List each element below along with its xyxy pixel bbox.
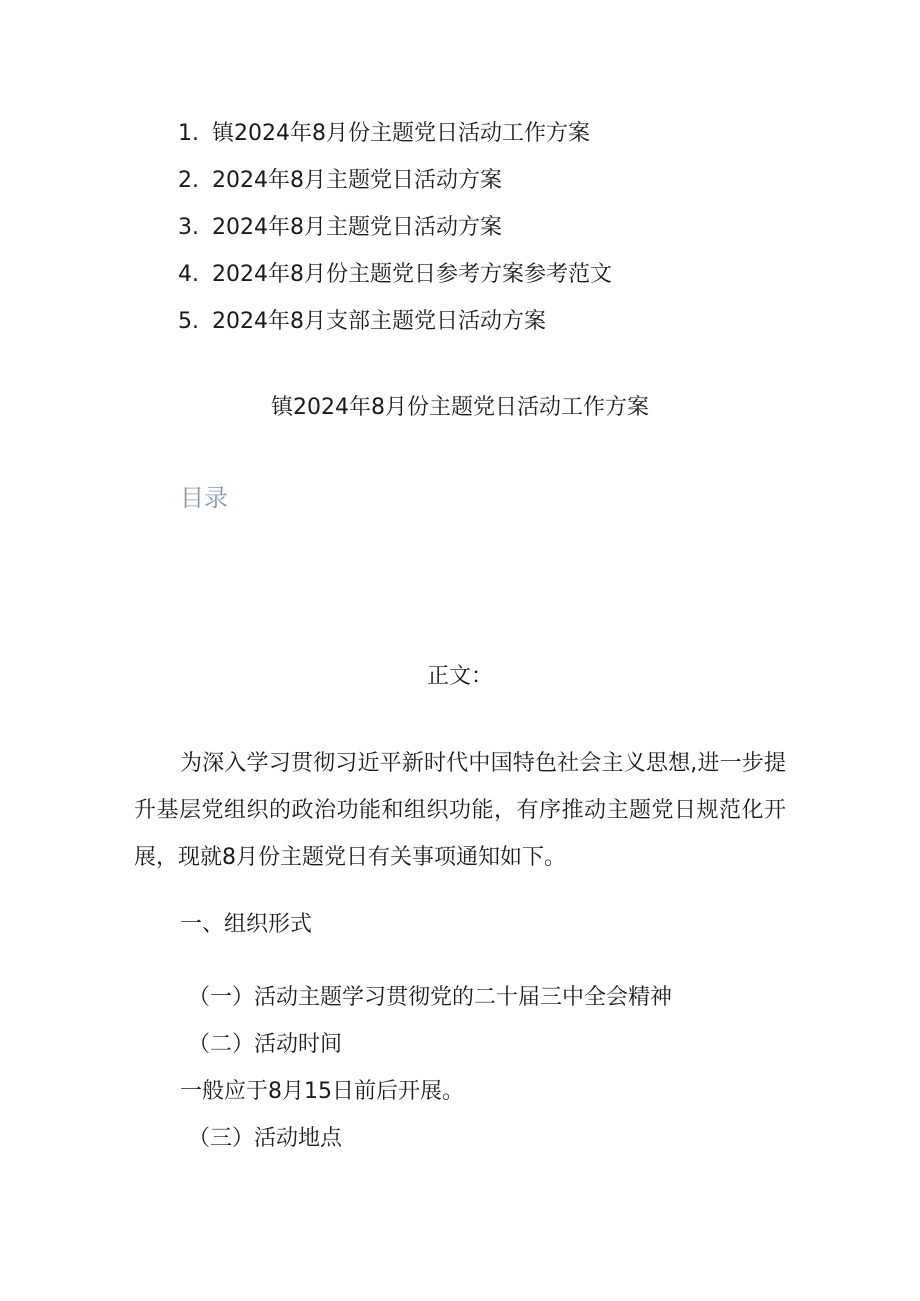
time-text: 一般应于8月15日前后开展。 bbox=[180, 1079, 464, 1104]
subsection-theme: （一）活动主题学习贯彻党的二十届三中全会精神 bbox=[188, 985, 673, 1010]
toc-list bbox=[178, 116, 612, 351]
document-title: 镇2024年8月份主题党日活动工作方案 bbox=[271, 395, 649, 420]
toc-item-number: 1. bbox=[178, 121, 199, 146]
toc-item-label: 2024年8月主题党日活动方案 bbox=[212, 215, 502, 240]
subsection-location: （三）活动地点 bbox=[188, 1126, 343, 1151]
body-heading: 正文： bbox=[426, 664, 493, 689]
toc-item-label: 镇2024年8月份主题党日活动工作方案 bbox=[212, 121, 590, 146]
toc-heading: 目录 bbox=[180, 484, 228, 512]
toc-item[interactable] bbox=[178, 304, 612, 351]
toc-item[interactable] bbox=[178, 257, 612, 304]
toc-item-number: 3. bbox=[178, 215, 199, 240]
toc-item[interactable] bbox=[178, 210, 612, 257]
toc-item-label: 2024年8月支部主题党日活动方案 bbox=[212, 309, 546, 334]
toc-item-number: 4. bbox=[178, 262, 199, 287]
toc-item-label: 2024年8月主题党日活动方案 bbox=[212, 168, 502, 193]
toc-item-number: 2. bbox=[178, 168, 199, 193]
toc-item[interactable] bbox=[178, 116, 612, 163]
subsection-time: （二）活动时间 bbox=[188, 1032, 343, 1057]
toc-item-label: 2024年8月份主题党日参考方案参考范文 bbox=[212, 262, 612, 287]
intro-paragraph: 为深入学习贯彻习近平新时代中国特色社会主义思想,进一步提升基层党组织的政治功能和组织功能，有序推动主题党日规范化开展，现就8月份主题党日有关事项通知如下。 bbox=[134, 751, 786, 870]
toc-item[interactable] bbox=[178, 163, 612, 210]
toc-item-number: 5. bbox=[178, 309, 199, 334]
section-heading-organization: 一、组织形式 bbox=[180, 912, 313, 937]
